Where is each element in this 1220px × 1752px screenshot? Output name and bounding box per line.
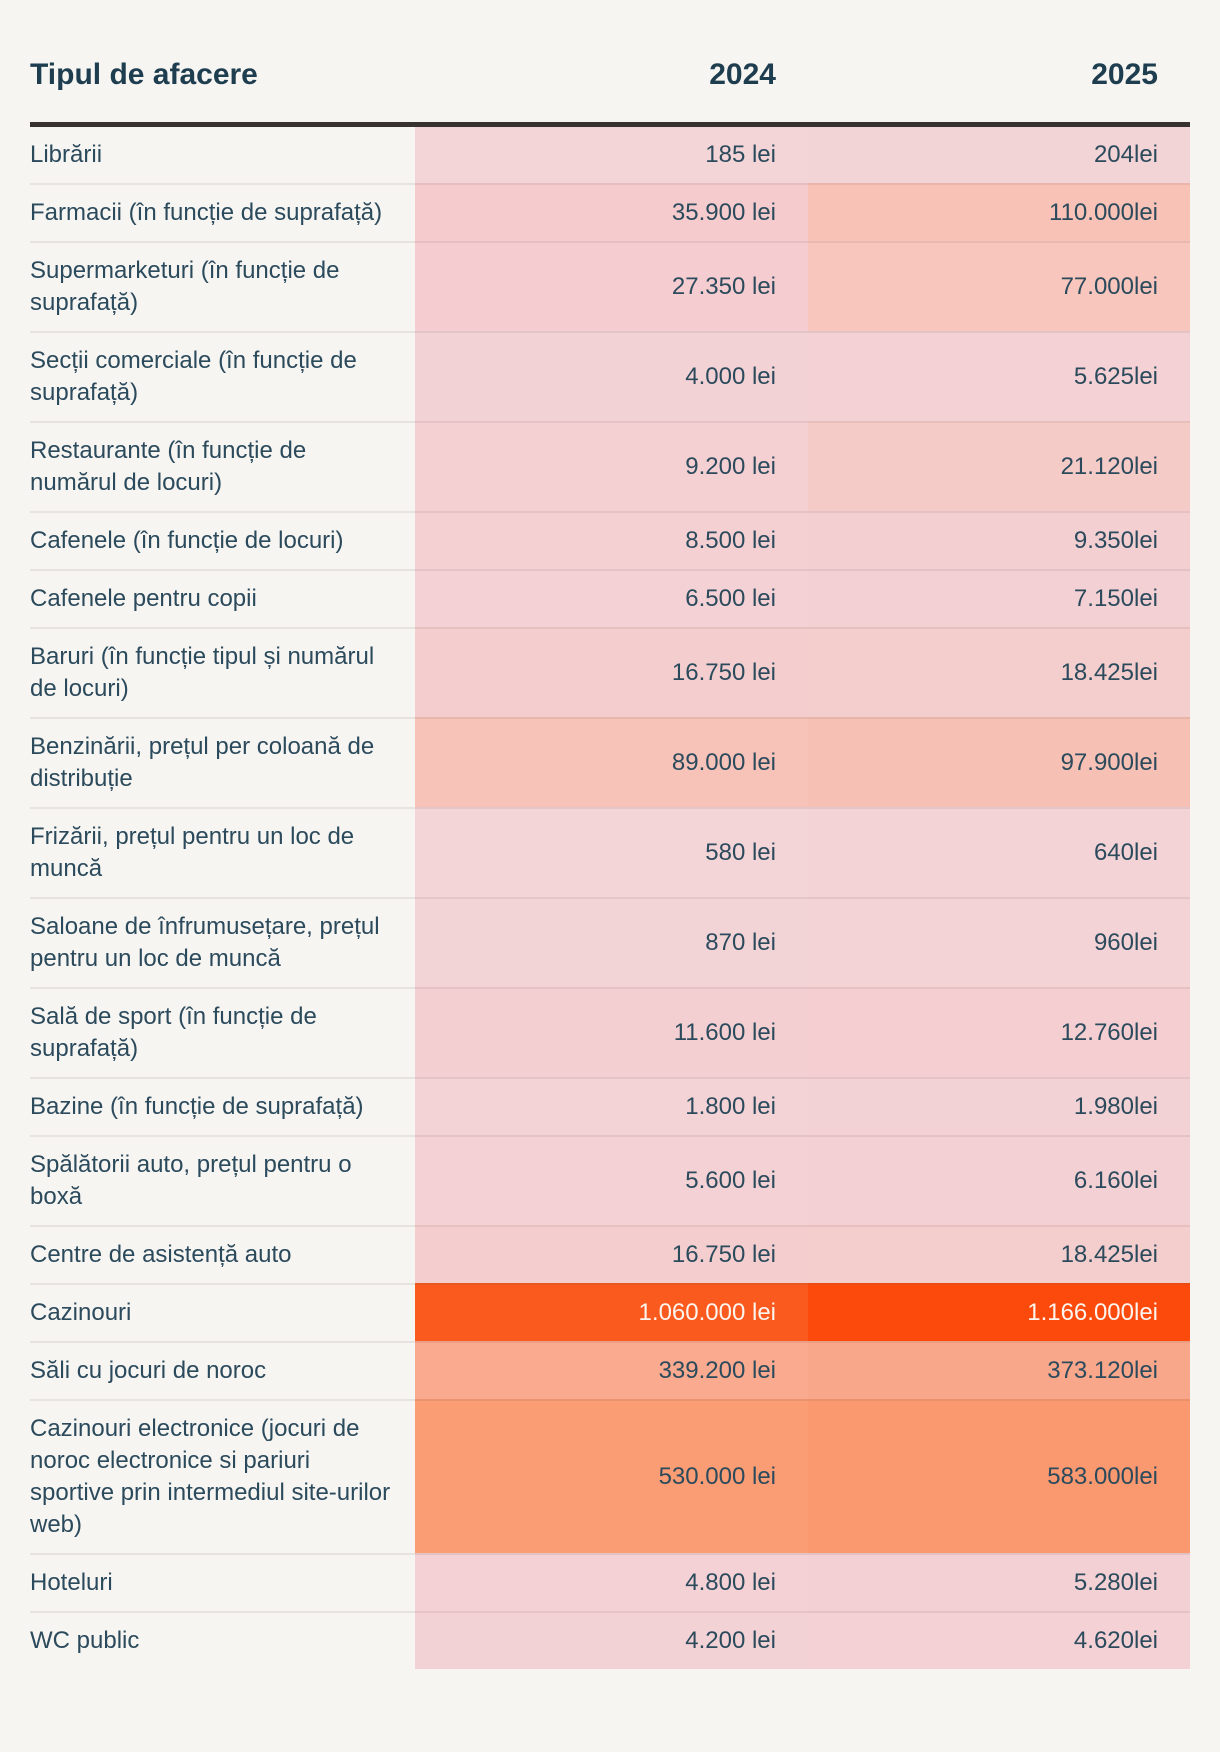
price-2024-cell: 8.500 lei xyxy=(415,511,808,569)
price-2024-cell: 530.000 lei xyxy=(415,1399,808,1553)
price-2025-cell: 1.980lei xyxy=(808,1077,1190,1135)
business-type-label: Cafenele pentru copii xyxy=(30,569,415,627)
business-type-label: Supermarketuri (în funcție de suprafață) xyxy=(30,241,415,331)
business-type-label: Sală de sport (în funcție de suprafață) xyxy=(30,987,415,1077)
business-type-label: Librării xyxy=(30,141,103,168)
table-row xyxy=(30,331,1190,421)
business-type-label: Farmacii (în funcție de suprafață) xyxy=(30,183,415,241)
price-2024-cell: 5.600 lei xyxy=(415,1135,808,1225)
price-2024-cell: 35.900 lei xyxy=(415,183,808,241)
table-row xyxy=(30,807,1190,897)
table-row xyxy=(30,1225,1190,1283)
price-2024-cell: 6.500 lei xyxy=(415,569,808,627)
business-type-label: Benzinării, prețul per coloană de distribuție xyxy=(30,717,415,807)
business-type-label: Cafenele (în funcție de locuri) xyxy=(30,511,415,569)
table-row xyxy=(30,1077,1190,1135)
table-row xyxy=(30,1611,1190,1669)
price-table xyxy=(30,30,1190,1669)
business-type-label: Bazine (în funcție de suprafață) xyxy=(30,1077,415,1135)
table-row xyxy=(30,897,1190,987)
price-2025-cell: 960lei xyxy=(808,897,1190,987)
business-type-label: Cazinouri electronice (jocuri de noroc electronice si pariuri sportive prin intermediul site-urilor web) xyxy=(30,1399,415,1553)
business-type-label: Spălătorii auto, prețul pentru o boxă xyxy=(30,1135,415,1225)
price-2025-cell: 9.350lei xyxy=(808,511,1190,569)
table-header xyxy=(30,30,1190,127)
price-2025-cell: 5.625lei xyxy=(808,331,1190,421)
price-2025-cell: 640lei xyxy=(808,807,1190,897)
business-type-label: Baruri (în funcție tipul și numărul de locuri) xyxy=(30,627,415,717)
business-type-label: Săli cu jocuri de noroc xyxy=(30,1341,415,1399)
price-2025-cell: 12.760lei xyxy=(808,987,1190,1077)
price-2024-cell: 1.060.000 lei xyxy=(415,1283,808,1341)
price-2024-cell: 185 lei xyxy=(415,127,808,183)
table-row xyxy=(30,241,1190,331)
price-2025-cell: 97.900lei xyxy=(808,717,1190,807)
price-2025-cell: 18.425lei xyxy=(808,1225,1190,1283)
table-body xyxy=(30,127,1190,1669)
price-2024-cell: 1.800 lei xyxy=(415,1077,808,1135)
table-row xyxy=(30,987,1190,1077)
column-header-2024: 2024 xyxy=(415,30,808,127)
price-2024-cell: 339.200 lei xyxy=(415,1341,808,1399)
business-type-label: Cazinouri xyxy=(30,1283,415,1341)
price-2024-cell: 9.200 lei xyxy=(415,421,808,511)
business-type-label: Secții comerciale (în funcție de suprafață) xyxy=(30,331,415,421)
business-type-label: Hoteluri xyxy=(30,1553,415,1611)
price-2025-cell: 583.000lei xyxy=(808,1399,1190,1553)
table-row xyxy=(30,1553,1190,1611)
business-type-label: Saloane de înfrumusețare, prețul pentru un loc de muncă xyxy=(30,897,415,987)
price-2024-cell: 89.000 lei xyxy=(415,717,808,807)
table-row xyxy=(30,569,1190,627)
business-type-label: Restaurante (în funcție de numărul de locuri) xyxy=(30,421,415,511)
table-row xyxy=(30,1283,1190,1341)
price-2025-cell: 110.000lei xyxy=(808,183,1190,241)
business-type-label: Frizării, prețul pentru un loc de muncă xyxy=(30,807,415,897)
table-row xyxy=(30,627,1190,717)
price-2024-cell: 16.750 lei xyxy=(415,627,808,717)
column-header-2025: 2025 xyxy=(808,30,1190,127)
price-2025-cell: 7.150lei xyxy=(808,569,1190,627)
price-2025-cell: 5.280lei xyxy=(808,1553,1190,1611)
business-type-label: Centre de asistență auto xyxy=(30,1225,415,1283)
price-2025-cell: 1.166.000lei xyxy=(808,1283,1190,1341)
price-2025-cell: 4.620lei xyxy=(808,1611,1190,1669)
price-2025-cell: 18.425lei xyxy=(808,627,1190,717)
price-2024-cell: 16.750 lei xyxy=(415,1225,808,1283)
price-2024-cell: 4.200 lei xyxy=(415,1611,808,1669)
table-row xyxy=(30,1341,1190,1399)
price-2024-cell: 4.800 lei xyxy=(415,1553,808,1611)
price-2024-cell: 11.600 lei xyxy=(415,987,808,1077)
price-2024-cell: 4.000 lei xyxy=(415,331,808,421)
table-row xyxy=(30,421,1190,511)
price-2025-cell: 204lei xyxy=(808,127,1190,183)
table-row xyxy=(30,511,1190,569)
price-2024-cell: 580 lei xyxy=(415,807,808,897)
table-row xyxy=(30,1399,1190,1553)
table-row xyxy=(30,717,1190,807)
price-2025-cell: 21.120lei xyxy=(808,421,1190,511)
table-row xyxy=(30,183,1190,241)
header-row xyxy=(30,30,1190,127)
price-2025-cell: 77.000lei xyxy=(808,241,1190,331)
price-2024-cell: 27.350 lei xyxy=(415,241,808,331)
column-header-business-type: Tipul de afacere xyxy=(30,30,415,127)
business-type-label: WC public xyxy=(30,1611,415,1669)
price-2025-cell: 6.160lei xyxy=(808,1135,1190,1225)
table-row xyxy=(30,1135,1190,1225)
price-2025-cell: 373.120lei xyxy=(808,1341,1190,1399)
table-row xyxy=(30,127,1190,183)
price-2024-cell: 870 lei xyxy=(415,897,808,987)
